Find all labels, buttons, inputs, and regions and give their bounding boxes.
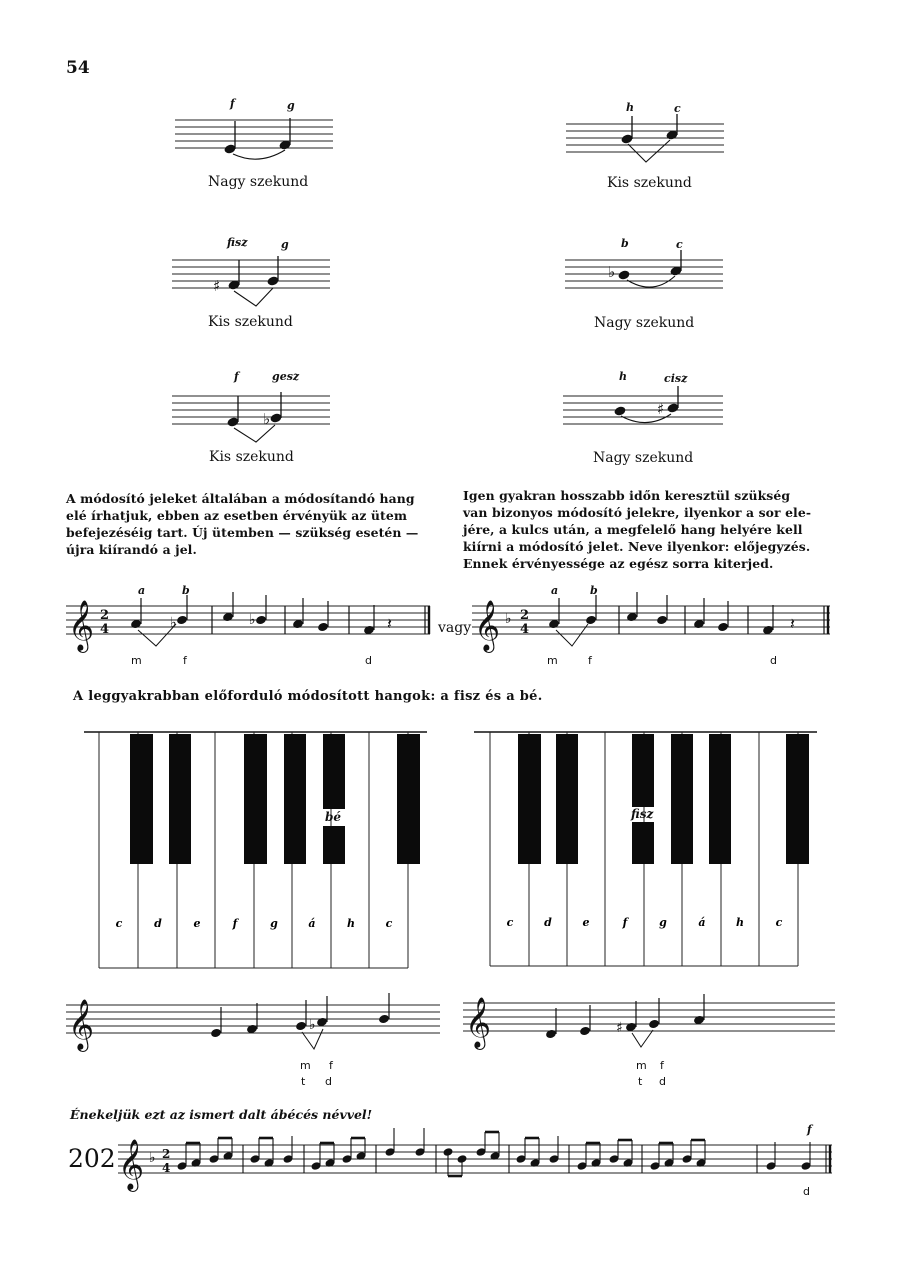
white-key-label: f (232, 917, 238, 930)
note-name: a (551, 584, 559, 597)
note-name: h (619, 370, 627, 383)
note-name: a (138, 584, 146, 597)
white-key-label: h (736, 916, 744, 929)
note-name: b (621, 237, 629, 250)
music-staff (472, 600, 834, 656)
song-number: 202 (68, 1144, 116, 1173)
solfege-syllable: m (131, 654, 142, 667)
black-key-label: fisz (631, 807, 654, 821)
text-line: van bizonyos módosító jelekre, ilyenkor a sor ele- (463, 505, 812, 520)
note-name: f (807, 1123, 812, 1136)
svg-text:♭: ♭ (309, 1017, 316, 1033)
white-key-label: g (659, 916, 667, 929)
time-sig-bottom: 4 (520, 622, 530, 637)
solfege-syllable: f (588, 654, 592, 667)
staff-fragment (566, 122, 726, 168)
solfege-syllable: d (770, 654, 777, 667)
scale-staff-right (463, 999, 839, 1049)
solfege-syllable: m (636, 1059, 647, 1072)
interval-label: Kis szekund (607, 175, 692, 191)
white-key-label: d (154, 917, 162, 930)
text-line: kiírni a módosító jelet. Neve ilyenkor: előjegyzés. (463, 539, 811, 554)
solfege-syllable: f (183, 654, 187, 667)
text-line: A módosító jeleket általában a módosítandó hang (66, 491, 415, 506)
staff-fragment (175, 118, 335, 164)
staff-fragment (565, 258, 727, 306)
time-sig-bottom: 4 (100, 622, 110, 637)
note-name: b (590, 584, 598, 597)
note-name: gesz (272, 370, 300, 383)
svg-text:𝄞: 𝄞 (465, 997, 492, 1048)
svg-text:♭: ♭ (170, 615, 177, 631)
text-line: elé írhatjuk, ebben az esetben érvényük az ütem (66, 508, 408, 523)
svg-text:♯: ♯ (616, 1020, 623, 1036)
svg-text:𝄞: 𝄞 (118, 1139, 145, 1190)
note-name: f (230, 97, 235, 110)
section-heading: A leggyakrabban előforduló módosított hangok: a fisz és a bé. (73, 689, 543, 704)
scale-staff-left (66, 1001, 444, 1051)
white-key-label: e (582, 916, 590, 929)
white-key-label: c (506, 916, 514, 929)
song-instruction: Énekeljük ezt az ismert dalt ábécés névvel! (70, 1107, 373, 1122)
solfege-syllable: f (329, 1059, 333, 1072)
white-key-label: d (544, 916, 552, 929)
interval-label: Nagy szekund (593, 450, 694, 466)
time-sig-top: 2 (520, 608, 530, 623)
interval-label: Kis szekund (208, 314, 293, 330)
text-line: újra kiírandó a jel. (66, 542, 197, 557)
time-sig-top: 2 (100, 608, 110, 623)
staff-fragment (172, 258, 334, 308)
svg-text:♭: ♭ (149, 1150, 156, 1166)
solfege-syllable: m (547, 654, 558, 667)
note-name: g (287, 99, 295, 112)
white-key-label: c (775, 916, 783, 929)
staff-fragment (172, 394, 334, 444)
solfege-syllable: d (325, 1075, 332, 1088)
or-label: vagy (438, 620, 472, 636)
page-number: 54 (66, 58, 90, 78)
white-key-label: f (622, 916, 628, 929)
text-line: Igen gyakran hosszabb időn keresztül szükség (463, 488, 791, 503)
svg-text:𝄞: 𝄞 (68, 600, 95, 651)
white-key-label: c (115, 917, 123, 930)
black-key-label: bé (325, 810, 342, 824)
text-line: befejezéséig tart. Új ütemben — szükség esetén — (66, 525, 419, 540)
white-key-label: á (308, 917, 316, 930)
note-name: cisz (664, 372, 688, 385)
note-name: c (674, 102, 681, 115)
note-name: b (182, 584, 190, 597)
solfege-syllable: f (660, 1059, 664, 1072)
staff-fragment (563, 394, 727, 442)
piano-keyboard-left (84, 728, 429, 970)
solfege-syllable: d (659, 1075, 666, 1088)
svg-text:♭: ♭ (608, 263, 616, 281)
note-name: f (234, 370, 239, 383)
svg-text:𝄽: 𝄽 (387, 614, 392, 633)
text-line: Ennek érvényessége az egész sorra kiterjed. (463, 556, 774, 571)
svg-text:♭: ♭ (263, 410, 271, 428)
white-key-label: á (698, 916, 706, 929)
interval-label: Nagy szekund (594, 315, 695, 331)
solfege-syllable: t (301, 1075, 306, 1088)
solfege-syllable: t (638, 1075, 643, 1088)
note-name: fisz (227, 236, 248, 249)
svg-text:𝄽: 𝄽 (790, 614, 795, 633)
white-key-label: e (193, 917, 201, 930)
white-key-label: c (385, 917, 393, 930)
music-staff (66, 600, 436, 656)
interval-label: Nagy szekund (208, 174, 309, 190)
paragraph-right (463, 487, 843, 572)
solfege-syllable: m (300, 1059, 311, 1072)
svg-text:♯: ♯ (657, 400, 665, 418)
solfege-syllable: d (803, 1185, 810, 1198)
note-name: c (676, 238, 683, 251)
note-name: g (281, 238, 289, 251)
time-sig-top: 2 (162, 1147, 171, 1161)
piano-keyboard-right (474, 728, 819, 970)
interval-label: Kis szekund (209, 449, 294, 465)
paragraph-left (66, 490, 446, 558)
note-name: h (626, 101, 634, 114)
svg-text:♯: ♯ (213, 277, 221, 295)
svg-text:♭: ♭ (249, 612, 256, 628)
solfege-syllable: d (365, 654, 372, 667)
white-key-label: h (347, 917, 355, 930)
svg-text:𝄞: 𝄞 (474, 600, 501, 651)
svg-text:♭: ♭ (505, 611, 512, 627)
song-staff (118, 1140, 836, 1190)
svg-text:𝄞: 𝄞 (68, 999, 95, 1050)
time-sig-bottom: 4 (162, 1161, 171, 1175)
text-line: jére, a kulcs után, a megfelelő hang helyére kell (463, 522, 803, 537)
white-key-label: g (270, 917, 278, 930)
